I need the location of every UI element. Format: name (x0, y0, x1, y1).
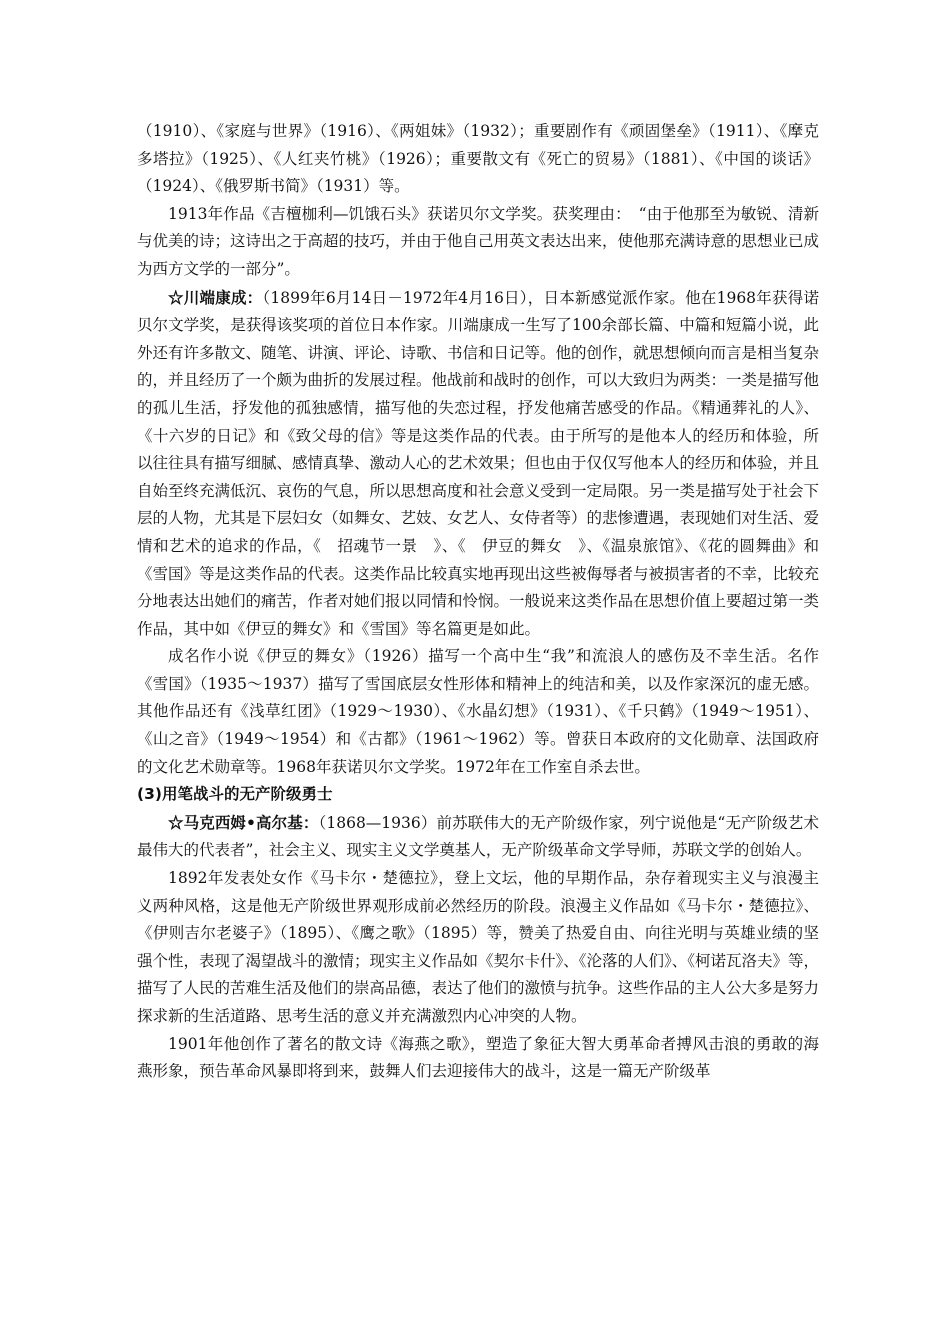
document-body (137, 118, 819, 1086)
kawabata-intro-text: （1899年6月14日－1972年4月16日），日本新感觉派作家。他在1968年获得诺贝尔文学奖，是获得该奖项的首位日本作家。川端康成一生写了100余部长篇、中篇和短篇小说，此外还有许多散文、随笔、讲演、评论、诗歌、书信和日记等。他的创作，就思想倾向而言是相当复杂的，并且经历了一个颇为曲折的发展过程。他战前和战时的创作，可以大致归为两类：一类是描写他的孤儿生活，抒发他的孤独感情，描写他的失恋过程，抒发他痛苦感受的作品。《精通葬礼的人》、《十六岁的日记》和《致父母的信》等是这类作品的代表。由于所写的是他本人的经历和体验，所以往往具有描写细腻、感情真挚、激动人心的艺术效果；但也由于仅仅写他本人的经历和体验，并且自始至终充满低沉、哀伤的气息，所以思想高度和社会意义受到一定局限。另一类是描写处于社会下层的人物，尤其是下层妇女（如舞女、艺妓、女艺人、女侍者等）的悲惨遭遇，表现她们对生活、爱情和艺术的追求的作品，《 招魂节一景 》、《 伊豆的舞女 》、《温泉旅馆》、《花的圆舞曲》和《雪国》等是这类作品的代表。这类作品比较真实地再现出这些被侮辱者与被损害者的不幸，比较充分地表达出她们的痛苦，作者对她们报以同情和怜悯。一般说来这类作品在思想价值上要超过第一类作品，其中如《伊豆的舞女》和《雪国》等名篇更是如此。 (137, 288, 820, 638)
kawabata-lead: ☆川端康成： (168, 287, 263, 307)
paragraph-kawabata-intro (137, 284, 819, 644)
paragraph-gorky-early: 1892年发表处女作《马卡尔・楚德拉》，登上文坛，他的早期作品，杂存着现实主义与浪漫主义两种风格，这是他无产阶级世界观形成前必然经历的阶段。浪漫主义作品如《马卡尔・楚德拉》、《伊则吉尔老婆子》（1895）、《鹰之歌》（1895）等，赞美了热爱自由、向往光明与英雄业绩的坚强个性，表现了渴望战斗的激情；现实主义作品如《契尔卡什》、《沦落的人们》、《柯诺瓦洛夫》等，描写了人民的苦难生活及他们的崇高品德，表达了他们的激愤与抗争。这些作品的主人公大多是努力探求新的生活道路、思考生活的意义并充满激烈内心冲突的人物。 (137, 869, 820, 1025)
gorky-intro-text: （1868—1936）前苏联伟大的无产阶级作家，列宁说他是“无产阶级艺术最伟大的代表者”，社会主义、现实主义文学奠基人，无产阶级革命文学导师，苏联文学的创始人。 (137, 813, 819, 860)
paragraph-kawabata-works: 成名作小说《伊豆的舞女》（1926）描写一个高中生“我”和流浪人的感伤及不幸生活。名作《雪国》（1935～1937）描写了雪国底层女性形体和精神上的纯洁和美，以及作家深沉的虚无感。其他作品还有《浅草红团》（1929～1930）、《水晶幻想》（1931）、《千只鹤》（1949～1951）、《山之音》（1949～1954）和《古都》（1961～1962）等。曾获日本政府的文化勋章、法国政府的文化艺术勋章等。1968年获诺贝尔文学奖。1972年在工作室自杀去世。 (137, 647, 819, 776)
gorky-lead: ☆马克西姆•高尔基： (168, 812, 319, 832)
paragraph-tagore-works: （1910）、《家庭与世界》（1916）、《两姐妹》（1932）；重要剧作有《顽固堡垒》（1911）、《摩克多塔拉》（1925）、《人红夹竹桃》（1926）；重要散文有《死亡的贸易》（1881）、《中国的谈话》（1924）、《俄罗斯书简》（1931）等。 (137, 122, 819, 196)
paragraph-gorky-petrel: 1901年他创作了著名的散文诗《海燕之歌》，塑造了象征大智大勇革命者搏风击浪的勇敢的海燕形象，预告革命风暴即将到来，鼓舞人们去迎接伟大的战斗，这是一篇无产阶级革 (137, 1034, 819, 1081)
section-heading: (3)用笔战斗的无产阶级勇士 (137, 785, 333, 804)
paragraph-gorky-intro (137, 809, 819, 865)
paragraph-tagore-nobel: 1913年作品《吉檀枷利—饥饿石头》获诺贝尔文学奖。获奖理由： “由于他那至为敏锐、清新与优美的诗；这诗出之于高超的技巧，并由于他自己用英文表达出来，使他那充满诗意的思想业已成为西方文学的一部分”。 (137, 204, 820, 278)
